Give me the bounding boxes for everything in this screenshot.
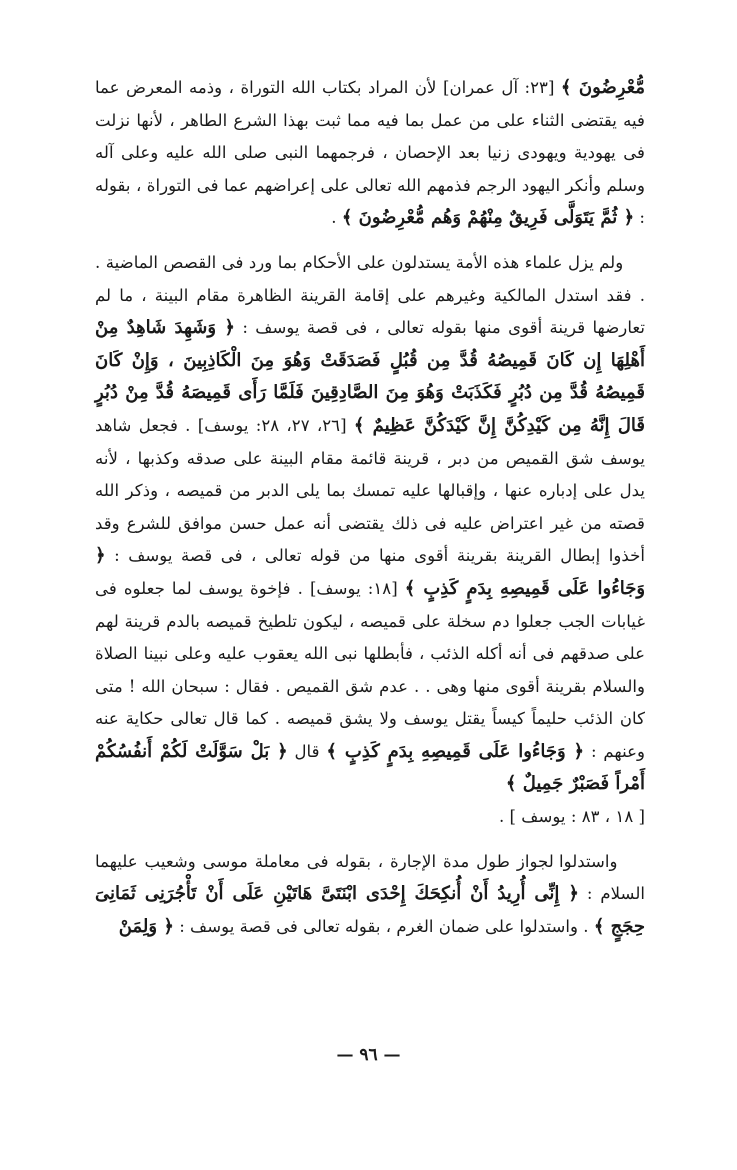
page-number: — ٩٦ — xyxy=(336,1045,401,1065)
quran-verse: ﴿ ثُمَّ يَتَوَلَّى فَرِيقٌ مِنْهُمْ وَهُم مُّعْرِضُونَ ﴾ xyxy=(341,207,635,229)
text-segment: [١٨: يوسف] . فإخوة يوسف لما جعلوه فى غيابات الجب جعلوا دم سخلة على قميصه ، ليكون تلطيخ قميصه بالدم قرينة لهم على صدقهم فى أنه أكله الذئب ، فأبطلها نبى الله يعقوب عليه وعلى نبينا الصلاة والسلام بقرينة أقوى منها وهى . . عدم شق القميص . فقال : سبحان الله ! متى كان الذئب حليماً كيساً يقتل يوسف ولا يشق قميصه . كما قال تعالى حكاية عنه وعنهم : xyxy=(95,578,646,761)
quran-verse: ﴿ وَلِمَنْ xyxy=(118,915,174,937)
paragraph-2 xyxy=(95,247,645,801)
text-segment: واستدلوا لجواز طول مدة الإجارة ، بقوله فى معاملة موسى وشعيب عليهما السلام : xyxy=(95,851,645,904)
paragraph-1 xyxy=(95,72,645,235)
quran-verse: ﴿ إِنِّى أُرِيدُ أَنْ أُنكِحَكَ إِحْدَى ابْنَتَىَّ هَاتَيْنِ عَلَى أَنْ تَأْجُرَنِى ثَمَانِىَ حِجَجٍ ﴾ xyxy=(95,883,645,937)
text-segment: قال xyxy=(287,741,320,761)
quran-verse: ﴿ وَجَاءُوا عَلَى قَمِيصِهِ بِدَمٍ كَذِبٍ ﴾ xyxy=(326,740,585,762)
quran-verse: ﴿ بَلْ سَوَّلَتْ لَكُمْ أَنفُسُكُمْ أَمْراً فَصَبْرٌ جَمِيلٌ ﴾ xyxy=(95,740,645,795)
body-text xyxy=(95,72,645,943)
text-segment: . واستدلوا على ضمان الغرم ، بقوله تعالى فى قصة يوسف : xyxy=(179,916,589,936)
verse-reference: [ ١٨ ، ٨٣ : يوسف ] . xyxy=(498,807,645,827)
text-segment: [٢٦، ٢٧، ٢٨: يوسف] . فجعل شاهد يوسف شق القميص من دبر ، قرينة قائمة مقام البينة على صدقه وكذبها ، لأنه يدل على إدباره عنها ، وإقبالها عليه تمسك بما يلى الدبر من قميصه ، وذكر الله قصته من غير اعتراض عليه فى ذلك يقتضى أنه عمل حسن موافق للشرع وقد أخذوا إبطال القرينة بقرينة أقوى منها من قوله تعالى ، فى قصة يوسف : xyxy=(95,415,645,566)
paragraph-gap xyxy=(95,834,645,846)
paragraph-4 xyxy=(95,846,645,944)
quran-verse: مُّعْرِضُونَ ﴾ xyxy=(560,77,645,98)
text-segment: [٢٣: آل عمران] لأن المراد بكتاب الله التوراة ، وذمه المعرض عما فيه يقتضى الثناء على من عمل بما فيه مما ثبت بهذا الشرع الطاهر ، لأنها نزلت فى يهودية ويهودى زنيا بعد الإحصان ، فرجمهما النبى صلى الله عليه وعلى آله وسلم وأنكر اليهود الرجم فذمهم الله تعالى على إعراضهم عما فى التوراة ، بقوله : xyxy=(95,78,645,228)
quran-verse: ﴿ وَجَاءُوا عَلَى قَمِيصِهِ بِدَمٍ كَذِبٍ ﴾ xyxy=(95,545,646,599)
paragraph-3-reference xyxy=(95,801,645,834)
paragraph-gap xyxy=(95,235,645,247)
text-segment: . xyxy=(331,208,337,228)
text-segment: ولم يزل علماء هذه الأمة يستدلون على الأحكام بما ورد فى القصص الماضية . . فقد استدل المالكية وغيرهم على إقامة القرينة الظاهرة مقام البينة ، ما لم تعارضها قرينة أقوى منها بقوله تعالى ، فى قصة يوسف : xyxy=(95,252,645,338)
quran-verse: ﴿ وَشَهِدَ شَاهِدٌ مِنْ أَهْلِهَا إِن كَانَ قَمِيصُهُ قُدَّ مِن قُبُلٍ فَصَدَقَتْ وَهُوَ مِنَ الْكَاذِبِينَ ، وَإِنْ كَانَ قَمِيصُهُ قُدَّ مِن دُبُرٍ فَكَذَبَتْ وَهُوَ مِنَ الصَّادِقِينَ فَلَمَّا رَأَى قَمِيصَهُ قُدَّ مِنْ دُبُرٍ قَالَ إِنَّهُ مِن كَيْدِكُنَّ إِنَّ كَيْدَكُنَّ عَظِيمٌ ﴾ xyxy=(95,317,645,436)
